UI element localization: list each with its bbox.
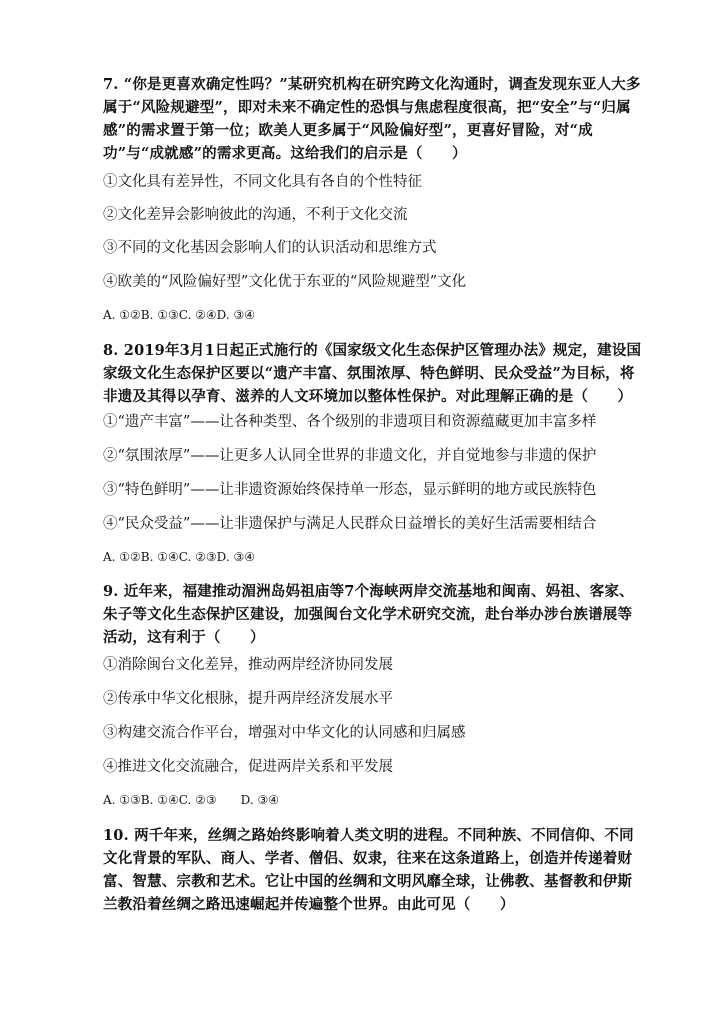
question-8-statement-3: ③“特色鲜明”——让非遗资源始终保持单一形态，显示鲜明的地方或民族特色	[103, 482, 597, 498]
question-9-choices: A. ①③B. ①④C. ②③ D. ③④	[103, 793, 280, 807]
question-7-statement-3: ③不同的文化基因会影响人们的认识活动和思维方式	[103, 240, 437, 256]
question-8-statement-2: ②“氛围浓厚”——让更多人认同全世界的非遗文化，并自觉地参与非遗的保护	[103, 448, 597, 464]
question-10-stem: 10. 两千年来，丝绸之路始终影响着人类文明的进程。不同种族、不同信仰、不同文化背景的军队、商人、学者、僧侣、奴隶，往来在这条道路上，创造并传递着财富、智慧、宗教和艺术。它让中国的丝绸和文明风靡全球，让佛教、基督教和伊斯兰教沿着丝绸之路迅速崛起并传遍整个世界。由此可见（ ）	[103, 827, 634, 913]
question-7-statement-2: ②文化差异会影响彼此的沟通，不利于文化交流	[103, 207, 408, 223]
question-8-statement-1: ①“遗产丰富”——让各种类型、各个级别的非遗项目和资源蕴藏更加丰富多样	[103, 414, 597, 430]
question-9-stem: 9. 近年来，福建推动湄洲岛妈祖庙等7个海峡两岸交流基地和闽南、妈祖、客家、朱子等文化生态保护区建设，加强闽台文化学术研究交流，赴台举办涉台族谱展等活动，这有利于（ ）	[103, 583, 634, 646]
question-7-stem: 7. “你是更喜欢确定性吗？”某研究机构在研究跨文化沟通时，调查发现东亚人大多属于“风险规避型”，即对未来不确定性的恐惧与焦虑程度很高，把“安全”与“归属感”的需求置于第一位；欧美人更多属于“风险偏好型”，更喜好冒险，对“成功”与“成就感”的需求更高。这给我们的启示是（ ）	[103, 76, 641, 162]
question-8-statement-4: ④“民众受益”——让非遗保护与满足人民群众日益增长的美好生活需要相结合	[103, 516, 597, 532]
question-7-choices: A. ①②B. ①③C. ②④D. ③④	[103, 308, 256, 322]
question-8-stem: 8. 2019年3月1日起正式施行的《国家级文化生态保护区管理办法》规定，建设国家级文化生态保护区要以“遗产丰富、氛围浓厚、特色鲜明、民众受益”为目标，将非遗及其得以孕育、滋养的人文环境加以整体性保护。对此理解正确的是（ ）	[103, 342, 642, 405]
question-7-statement-4: ④欧美的“风险偏好型”文化优于东亚的“风险规避型”文化	[103, 274, 467, 290]
question-7-statement-1: ①文化具有差异性，不同文化具有各自的个性特征	[103, 174, 422, 190]
question-9-statement-2: ②传承中华文化根脉，提升两岸经济发展水平	[103, 691, 393, 707]
question-9-statement-1: ①消除闽台文化差异，推动两岸经济协同发展	[103, 657, 393, 673]
question-8-choices: A. ①②B. ①④C. ②③D. ③④	[103, 550, 256, 564]
question-9-statement-4: ④推进文化交流融合，促进两岸关系和平发展	[103, 759, 393, 775]
question-9-statement-3: ③构建交流合作平台，增强对中华文化的认同感和归属感	[103, 725, 466, 741]
